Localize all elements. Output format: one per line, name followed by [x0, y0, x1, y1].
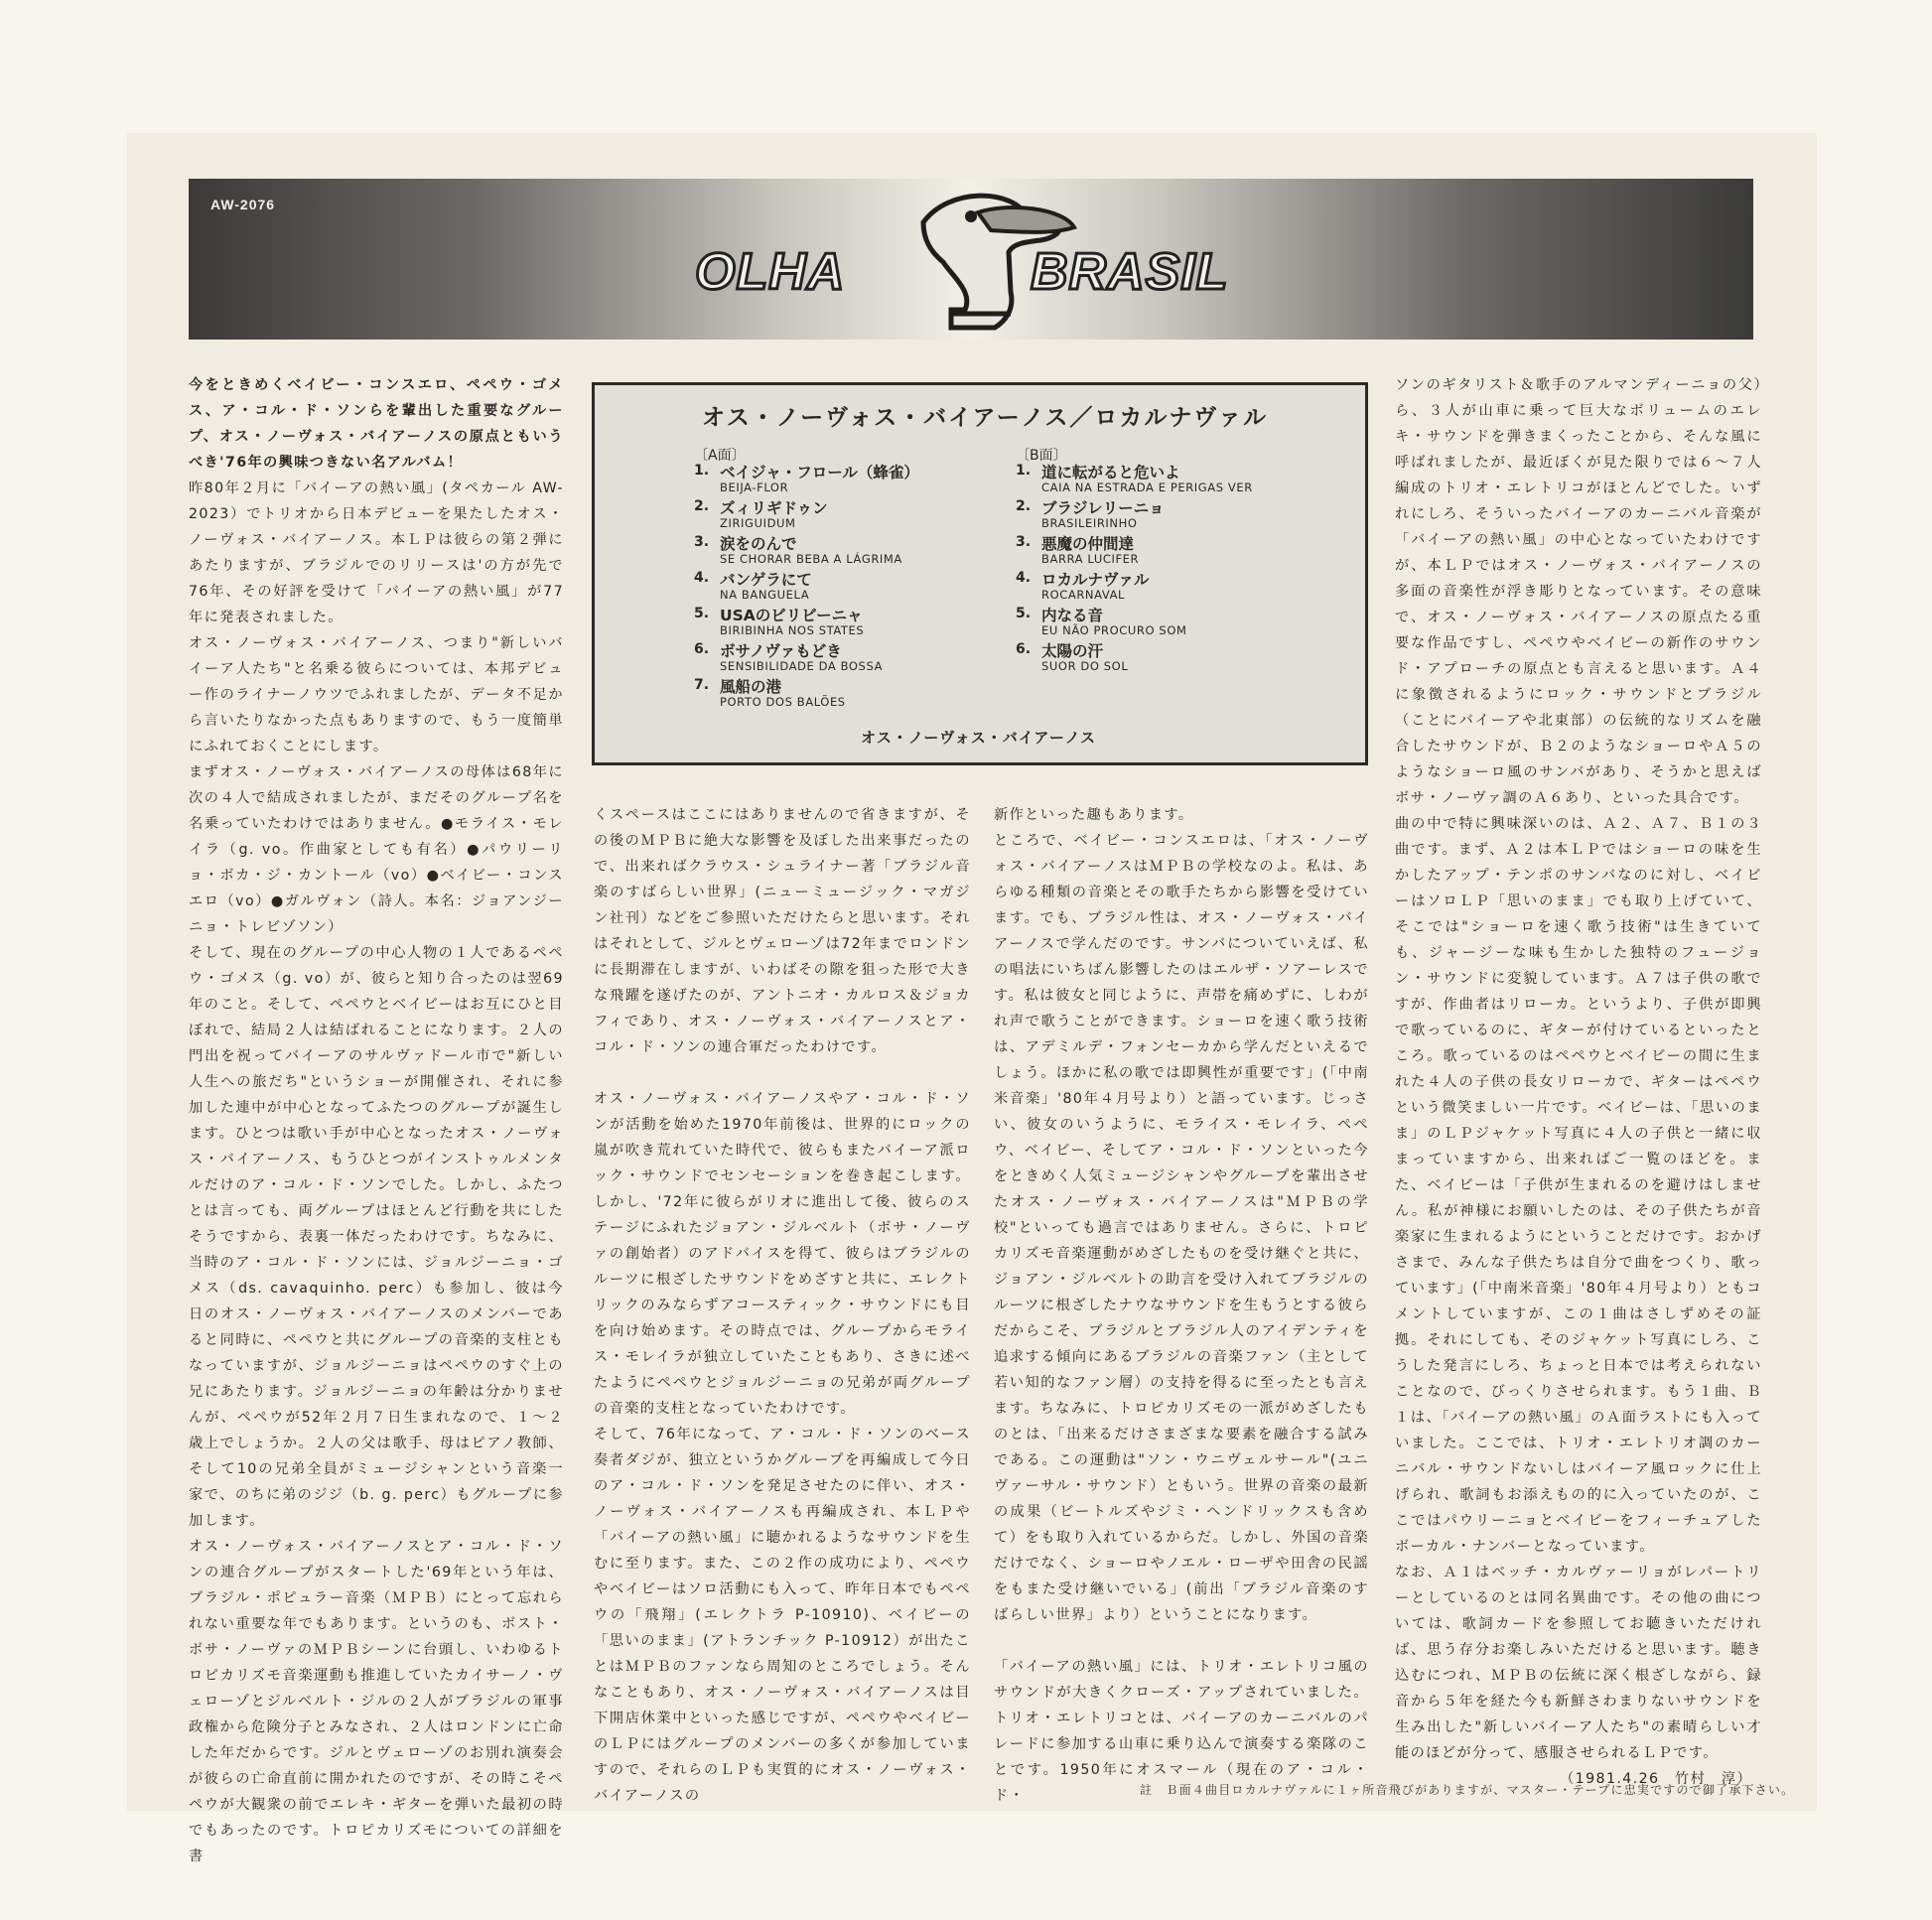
track-title-ja: ロカルナヴァル — [1041, 571, 1150, 589]
track-title-pt: PORTO DOS BALÕES — [720, 695, 846, 709]
track-title-pt: EU NÃO PROCURO SOM — [1041, 623, 1187, 637]
side-b-label: 〔B面〕 — [1016, 448, 1067, 464]
album-title: オス・ノーヴォス・バイアーノス／ロカルナヴァル — [702, 405, 1269, 431]
track-number: 5. — [1016, 606, 1032, 621]
paragraph: オス・ノーヴォス・バイアーノスやア・コル・ド・ソンが活動を始めた1970年前後は、世界的にロックの嵐が吹き荒れていた時代で、彼らもまたバイーア派ロック・サウンドでセンセーションを巻き起こします。しかし、'72年に彼らがリオに進出して後、彼らのステージにふれたジョアン・ジルベルト（ボサ・ノーヴァの創始者）のアドバイスを得て、彼らはブラジルのルーツに根ざしたサウンドをめざすと共に、エレクトリックのみならずアコースティック・サウンドにも目を向け始めます。その時点では、グループからモライス・モレイラが独立していたこともあり、さきに述べたようにペペウとジョルジーニョの兄弟が両グループの音楽的支柱となっていたわけです。 — [594, 1091, 971, 1417]
track-number: 2. — [694, 498, 710, 514]
track-title-pt: BEIJA-FLOR — [720, 480, 789, 494]
track-number: 1. — [694, 463, 710, 479]
artist-credit: オス・ノーヴォス・バイアーノス — [861, 729, 1097, 747]
track-title-ja: ボサノヴァもどき — [720, 642, 842, 660]
track-title-ja: 道に転がると危いよ — [1041, 464, 1180, 481]
column-3 — [994, 802, 1369, 1809]
track-title-pt: SE CHORAR BEBA A LÁGRIMA — [720, 552, 902, 566]
track-title-ja: バンゲラにて — [720, 571, 812, 589]
track-title-ja: ベイジャ・フロール（蜂雀） — [720, 464, 919, 481]
paragraph: 「バイーアの熱い風」には、トリオ・エレトリコ風のサウンドが大きくクローズ・アップされていました。トリオ・エレトリコとは、バイーアのカーニバルのパレードに参加する山車に乗り込んで演奏する楽隊のことです。1950年にオスマール（現在のア・コル・ド・ — [994, 1659, 1369, 1804]
track-title-pt: CAIA NA ESTRADA E PERIGAS VER — [1041, 480, 1253, 494]
paragraph: そして、現在のグループの中心人物の１人であるペペウ・ゴメス（g. vo）が、彼らと知り合ったのは翌69年のこと。そして、ペペウとベイビーはお互にひと目ぼれで、結局２人は結ばれることになります。２人の門出を祝ってバイーアのサルヴァドール市で"新しい人生への旅だち"というショーが開催され、それに参加した連中が中心となってふたつのグループが誕生します。ひとつは歌い手が中心となったオス・ノーヴォス・バイアーノス、もうひとつがインストゥルメンタルだけのア・コル・ド・ソンでした。しかし、ふたつとは言っても、両グループはほとんど行動を共にしたそうですから、表裏一体だったわけです。ちなみに、当時のア・コル・ド・ソンには、ジョルジーニョ・ゴメス（ds. cavaquinho. perc）も参加し、彼は今日のオス・ノーヴォス・バイアーノスのメンバーであると同時に、ペペウと共にグループの音楽的支柱ともなっていますが、ジョルジーニョはペペウのすぐ上の兄にあたります。ジョルジーニョの年齢は分かりませんが、ペペウが52年２月７日生まれなので、１～２歳上でしょうか。２人の父は歌手、母はピアノ教師、そして10の兄弟全員がミュージシャンという音楽一家で、のちに弟のジジ（b. g. perc）もグループに参加します。 — [189, 945, 564, 1529]
track-title-pt: BIRIBINHA NOS STATES — [720, 623, 865, 637]
column-4 — [1395, 372, 1762, 1792]
paragraph: なお、Ａ１はベッチ・カルヴァーリョがレパートリーとしているのとは同名異曲です。その他の曲については、歌詞カードを参照してお聴きいただければ、思う存分お楽しみいただけると思います。聴き込むにつれ、ＭＰＢの伝統に深く根ざしながら、録音から５年を経た今も新鮮さわまりないサウンドを生み出した"新しいバイーア人たち"の素晴らしい才能のほどが分って、感服させられるＬＰです。 — [1395, 1565, 1762, 1761]
paragraph: 新作といった趣もあります。 — [994, 807, 1194, 823]
track-title-pt: BARRA LUCIFER — [1041, 552, 1140, 566]
track-title-pt: ROCARNAVAL — [1041, 588, 1126, 602]
track-number: 6. — [694, 641, 710, 657]
track-title-ja: 悪魔の仲間達 — [1041, 535, 1135, 553]
track-title-pt: BRASILEIRINHO — [1041, 516, 1138, 530]
paragraph: そして、76年になって、ア・コル・ド・ソンのベース奏者ダジが、独立というかグループを再編成して今日のア・コル・ド・ソンを発足させたのに伴い、オス・ノーヴォス・バイアーノスも再編成され、本ＬＰや「バイーアの熱い風」に聴かれるようなサウンドを生むに至ります。また、この２作の成功により、ペペウやベイビーはソロ活動にも入って、昨年日本でもペペウの「飛翔」(エレクトラ P-10910)、ベイビーの「思いのまま」(アトランチック P-10912）が出たことはＭＰＢのファンなら周知のところでしょう。そんなこともあり、オス・ノーヴォス・バイアーノスは目下開店休業中といった感じですが、ペペウやベイビーのＬＰにはグループのメンバーの多くが参加していますので、それらのＬＰも実質的にオス・ノーヴォス・バイアーノスの — [594, 1427, 971, 1804]
track-title-ja: 内なる音 — [1041, 607, 1104, 624]
track-number: 1. — [1016, 463, 1032, 479]
track-title-ja: 風船の港 — [720, 678, 782, 696]
track-number: 4. — [1016, 570, 1032, 586]
footnote: 註 Ｂ面４曲目ロカルナヴァルに１ヶ所音飛びがありますが、マスター・テープに忠実ですので御了承下さい。 — [1140, 1783, 1795, 1797]
logo-word-right: BRASIL — [1031, 243, 1229, 301]
lead-paragraph: 今をときめくベイビー・コンスエロ、ペペウ・ゴメス、ア・コル・ド・ソンらを輩出した重要なグループ、オス・ノーヴォス・バイアーノスの原点ともいうべき'76年の興味つきない名アルバム！ — [189, 377, 564, 471]
column-1 — [189, 372, 564, 1869]
track-title-pt: ZIRIGUIDUM — [720, 516, 796, 530]
paragraph: くスペースはここにはありませんので省きますが、その後のＭＰＢに絶大な影響を及ぼした出来事だったので、出来ればクラウス・シュライナー著「ブラジル音楽のすばらしい世界」(ニューミュージック・マガジン社刊）などをご参照いただけたらと思います。それはそれとして、ジルとヴェローゾは72年までロンドンに長期滞在しますが、いわばその隙を狙った形で大きな飛躍を遂げたのが、アントニオ・カルロス＆ジョカフィであり、オス・ノーヴォス・バイアーノスとア・コル・ド・ソンの連合軍だったわけです。 — [594, 807, 971, 1055]
paragraph-gap — [594, 1060, 971, 1086]
track-number: 5. — [694, 606, 710, 621]
track-number: 4. — [694, 570, 710, 586]
track-title-pt: SENSIBILIDADE DA BOSSA — [720, 659, 884, 673]
author-signature: （1981.4.26 竹村 淳） — [1560, 1771, 1752, 1787]
track-number: 3. — [694, 534, 710, 550]
track-title-ja: ズィリギドゥン — [720, 499, 828, 517]
paragraph: オス・ノーヴォス・バイアーノス、つまり"新しいバイーア人たち"と名乗る彼らについては、本邦デビュー作のライナーノウツでふれましたが、データ不足から言いたりなかった点もありますので、もう一度簡単にふれておくことにします。 — [189, 635, 564, 754]
tracklist-box — [592, 382, 1368, 765]
track-title-ja: 涙をのんで — [720, 535, 797, 553]
logo-word-left: OLHA — [695, 243, 846, 301]
track-title-ja: 太陽の汗 — [1041, 642, 1104, 660]
track-title-ja: ブラジレリーニョ — [1041, 499, 1165, 517]
paragraph: ところで、ベイビー・コンスエロは、「オス・ノーヴォス・バイアーノスはＭＰＢの学校なのよ。私は、あらゆる種類の音楽とその歌手たちから影響を受けています。でも、ブラジル性は、オス・ノーヴォス・バイアーノスで学んだのです。サンバについていえば、私の唱法にいちばん影響したのはエルザ・ソアーレスです。私は彼女と同じように、声帯を痛めずに、しわがれ声で歌うことができます。ショーロを速く歌う技術は、アデミルデ・フォンセーカから学んだといえるでしょう。ほかに私の歌では即興性が重要です」(「中南米音楽」'80年４月号より）と語っています。じっさい、彼女のいうように、モライス・モレイラ、ペペウ、ベイビー、そしてア・コル・ド・ソンといった今をときめく人気ミュージシャンやグループを輩出させたオス・ノーヴォス・バイアーノスは"ＭＰＢの学校"といっても過言ではありません。さらに、トロピカリズモ音楽運動がめざしたものを受け継ぐと共に、ジョアン・ジルベルトの助言を受け入れてブラジルのルーツに根ざしたナウなサウンドを生もうとする彼らだからこそ、ブラジルとブラジル人のアイデンティを追求する傾向にあるブラジルの音楽ファン（主として若い知的なファン層）の支持を得るに至ったとも言えます。ちなみに、トロピカリズモの一派がめざしたものとは、「出来るだけさまざまな要素を融合する試みである。この運動は"ソン・ウニヴェルサール"(ユニヴァーサル・サウンド）ともいう。世界の音楽の最新の成果（ビートルズやジミ・ヘンドリックスも含めて）をも取り入れているからだ。しかし、外国の音楽だけでなく、ショーロやノエル・ローザや田舎の民謡をもまた受け継いでいる」(前出「ブラジル音楽のすばらしい世界」より）ということになります。 — [994, 833, 1369, 1623]
track-number: 7. — [694, 677, 710, 693]
catalog-number: AW-2076 — [210, 197, 276, 212]
column-2 — [594, 802, 971, 1809]
paragraph: 曲の中で特に興味深いのは、Ａ２、Ａ７、Ｂ１の３曲です。まず、Ａ２は本ＬＰではショーロの味を生かしたアップ・テンポのサンバなのに対し、ベイビーはソロＬＰ「思いのまま」でも取り上げていて、そこでは"ショーロを速く歌う技術"は生きていても、ジャージーな味も生かした独特のフュージョン・サウンドに変貌しています。Ａ７は子供の歌ですが、作曲者はリローカ。というより、子供が即興で歌っているのに、ギターが付けているといったところ。歌っているのはペペウとベイビーの間に生まれた４人の子供の長女リローカで、ギターはペペウという微笑ましい一片です。ベイビーは、「思いのまま」のＬＰジャケット写真に４人の子供と一緒に収まっていますから、出来ればご一覧のほどを。また、ベイビーは「子供が生まれるのを避けはしません。私が神様にお願いしたのは、その子供たちが音楽家に生まれるようにということだけです。おかげさまで、みんな子供たちは自分で曲をつくり、歌っています」(「中南米音楽」'80年４月号より）ともコメントしていますが、この１曲はさしずめその証拠。それにしても、そのジャケット写真にしろ、こうした発言にしろ、ちょっと日本では考えられないことなので、びっくりさせられます。もう１曲、Ｂ１は、「バイーアの熱い風」のＡ面ラストにも入っていました。ここでは、トリオ・エレトリオ調のカーニバル・サウンドないしはバイーア風ロックに仕上げられ、歌詞もお添えもの的に入っていたのが、ここではパウリーニョとベイビーをフィーチュアしたボーカル・ナンバーとなっています。 — [1395, 816, 1762, 1555]
header-banner — [189, 179, 1753, 340]
olha-brasil-logo — [695, 183, 1229, 336]
paragraph: まずオス・ノーヴォス・バイアーノスの母体は68年に次の４人で結成されましたが、まだそのグループ名を名乗っていたわけではありません。●モライス・モレイラ（g. vo。作曲家としても有名）●パウリーリョ・ボカ・ジ・カントール（vo）●ベイビー・コンスエロ（vo）●ガルヴォン（詩人。本名：ジョアンジーニョ・トレビゾソン） — [189, 764, 564, 935]
side-a-label: 〔A面〕 — [694, 448, 746, 464]
track-number: 2. — [1016, 498, 1032, 514]
track-title-pt: SUOR DO SOL — [1041, 659, 1129, 673]
paragraph: 昨80年２月に「バイーアの熱い風」(タペカール AW-2023）でトリオから日本デビューを果たしたオス・ノーヴォス・バイアーノス。本ＬＰは彼らの第２弾にあたりますが、ブラジルでのリリースは'の方が先で76年、その好評を受けて「バイーアの熱い風」が77年に発表されました。 — [189, 480, 564, 625]
track-number: 3. — [1016, 534, 1032, 550]
paragraph: オス・ノーヴォス・バイアーノスとア・コル・ド・ソンの連合グループがスタートした'69年という年は、ブラジル・ポピュラー音楽（ＭＰＢ）にとって忘れられない重要な年でもあります。というのも、ボスト・ボサ・ノーヴァのＭＰＢシーンに台頭し、いわゆるトロピカリズモ音楽運動も推進していたカイサーノ・ヴェローゾとジルベルト・ジルの２人がブラジルの軍事政権から危険分子とみなされ、２人はロンドンに亡命した年だからです。ジルとヴェローゾのお別れ演奏会が彼らの亡命直前に開かれたのですが、その時こそペペウが大観衆の前でエレキ・ギターを弾いた最初の時でもあったのです。トロピカリズモについての詳細を書 — [189, 1539, 564, 1864]
track-number: 6. — [1016, 641, 1032, 657]
track-title-ja: USAのビリビーニャ — [720, 607, 863, 624]
paragraph-gap — [994, 1628, 1369, 1654]
paragraph: ソンのギタリスト＆歌手のアルマンディーニョの父）ら、３人が山車に乗って巨大なボリュームのエレキ・サウンドを弾きまくったことから、そんな風に呼ばれましたが、最近ぼくが見た限りでは６～７人編成のトリオ・エレトリコがほとんどでした。いずれにしろ、そういったバイーアのカーニバル音楽が「バイーアの熱い風」の中心となっていたわけですが、本ＬＰではオス・ノーヴォス・バイアーノスの多面の音楽性が浮き彫りとなっています。その意味で、オス・ノーヴォス・バイアーノスの原点たる重要な作品ですし、ペペウやベイビーの新作のサウンド・アプローチの原点とも言えると思います。Ａ４に象徴されるようにロック・サウンドとブラジル（ことにバイーアや北東部）の伝統的なリズムを融合したサウンドが、Ｂ２のようなショーロやＡ５のようなショーロ風のサンバがあり、そうかと思えばボサ・ノーヴァ調のＡ６あり、といった具合です。 — [1395, 377, 1762, 806]
track-title-pt: NA BANGUELA — [720, 588, 810, 602]
